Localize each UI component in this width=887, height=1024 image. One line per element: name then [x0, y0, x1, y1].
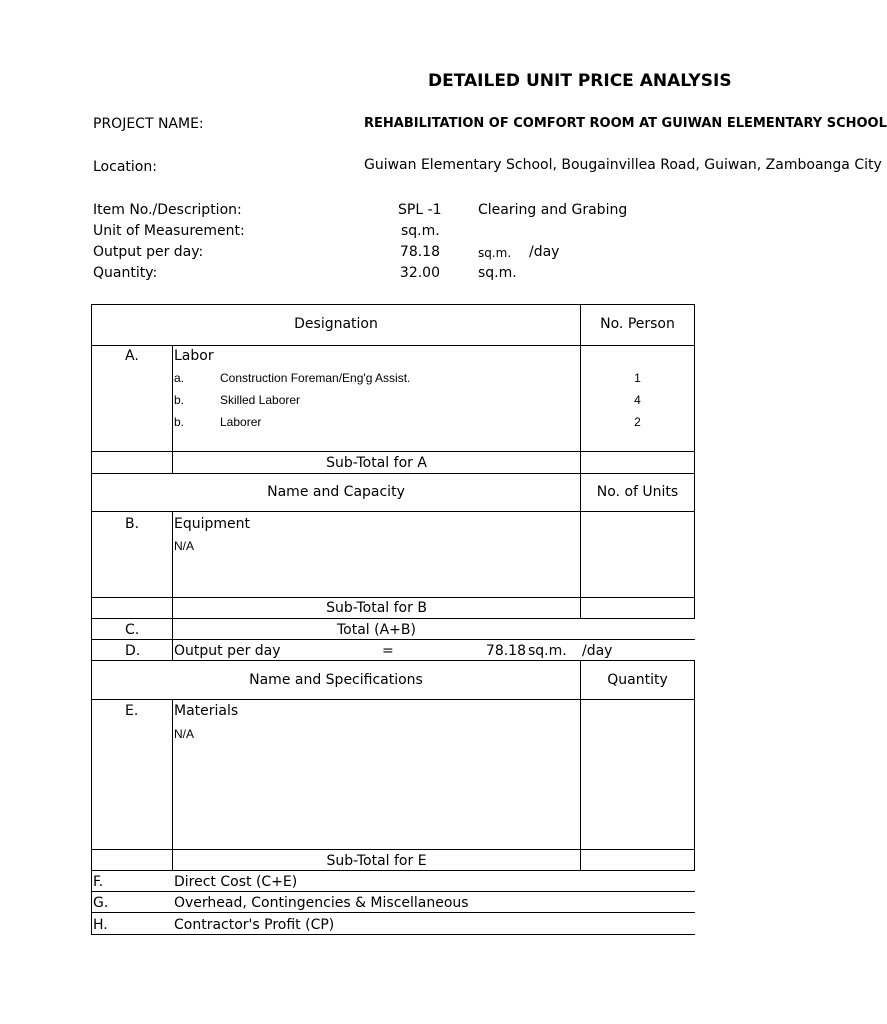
output-value: 78.18 — [399, 244, 440, 260]
unit-value: sq.m. — [401, 223, 440, 239]
item-label: Item No./Description: — [93, 202, 242, 218]
item-description: Clearing and Grabing — [478, 202, 628, 218]
col-quantity: Quantity — [607, 672, 668, 688]
output-row-label: Output per day — [174, 643, 281, 659]
total-a-plus-b: Total (A+B) — [337, 622, 416, 638]
equipment-note: N/A — [174, 539, 195, 553]
col-designation: Designation — [294, 316, 378, 332]
direct-cost-label: Direct Cost (C+E) — [174, 874, 298, 890]
output-row-per: /day — [582, 643, 613, 659]
output-label: Output per day: — [93, 244, 204, 260]
col-no-person: No. Person — [600, 316, 675, 332]
unit-label: Unit of Measurement: — [93, 223, 245, 239]
col-no-units: No. of Units — [596, 484, 679, 500]
location-value: Guiwan Elementary School, Bougainvillea Road, Guiwan, Zamboanga City — [364, 157, 882, 173]
project-name-label: PROJECT NAME: — [93, 116, 204, 132]
row-persons: 2 — [634, 415, 641, 429]
section-letter-g: G. — [93, 895, 109, 911]
output-row-value: 78.18 — [485, 643, 526, 659]
output-per: /day — [529, 244, 560, 260]
section-letter-d: D. — [125, 643, 141, 659]
row-key: b. — [174, 415, 185, 429]
output-row-equals: = — [382, 643, 394, 659]
row-persons: 1 — [634, 371, 641, 385]
quantity-value: 32.00 — [399, 265, 440, 281]
output-row-unit: sq.m. — [528, 643, 567, 659]
contractors-profit-label: Contractor's Profit (CP) — [174, 917, 335, 933]
row-designation: Skilled Laborer — [220, 393, 301, 407]
subtotal-a: Sub-Total for A — [326, 455, 427, 471]
section-letter-e: E. — [125, 703, 139, 719]
materials-note: N/A — [174, 727, 195, 741]
overhead-label: Overhead, Contingencies & Miscellaneous — [174, 895, 469, 911]
row-designation: Construction Foreman/Eng'g Assist. — [220, 371, 411, 385]
section-letter-h: H. — [93, 917, 108, 933]
materials-heading: Materials — [174, 703, 239, 719]
section-letter-f: F. — [93, 874, 104, 890]
item-no: SPL -1 — [398, 202, 442, 218]
output-unit: sq.m. — [478, 246, 512, 260]
location-label: Location: — [93, 159, 157, 175]
subtotal-e: Sub-Total for E — [326, 853, 427, 869]
quantity-unit: sq.m. — [478, 265, 517, 281]
quantity-label: Quantity: — [93, 265, 158, 281]
col-name-specifications: Name and Specifications — [249, 672, 423, 688]
subtotal-b: Sub-Total for B — [326, 600, 427, 616]
section-letter-b: B. — [125, 516, 140, 532]
row-designation: Laborer — [220, 415, 262, 429]
row-key: b. — [174, 393, 185, 407]
equipment-heading: Equipment — [174, 516, 250, 532]
page-title: DETAILED UNIT PRICE ANALYSIS — [428, 71, 732, 91]
section-letter-a: A. — [125, 348, 139, 364]
project-name-value: REHABILITATION OF COMFORT ROOM AT GUIWAN ELEMENTARY SCHOOL — [364, 116, 887, 131]
labor-heading: Labor — [174, 348, 214, 364]
col-name-capacity: Name and Capacity — [267, 484, 405, 500]
row-persons: 4 — [634, 393, 641, 407]
section-letter-c: C. — [125, 622, 140, 638]
row-key: a. — [174, 371, 185, 385]
